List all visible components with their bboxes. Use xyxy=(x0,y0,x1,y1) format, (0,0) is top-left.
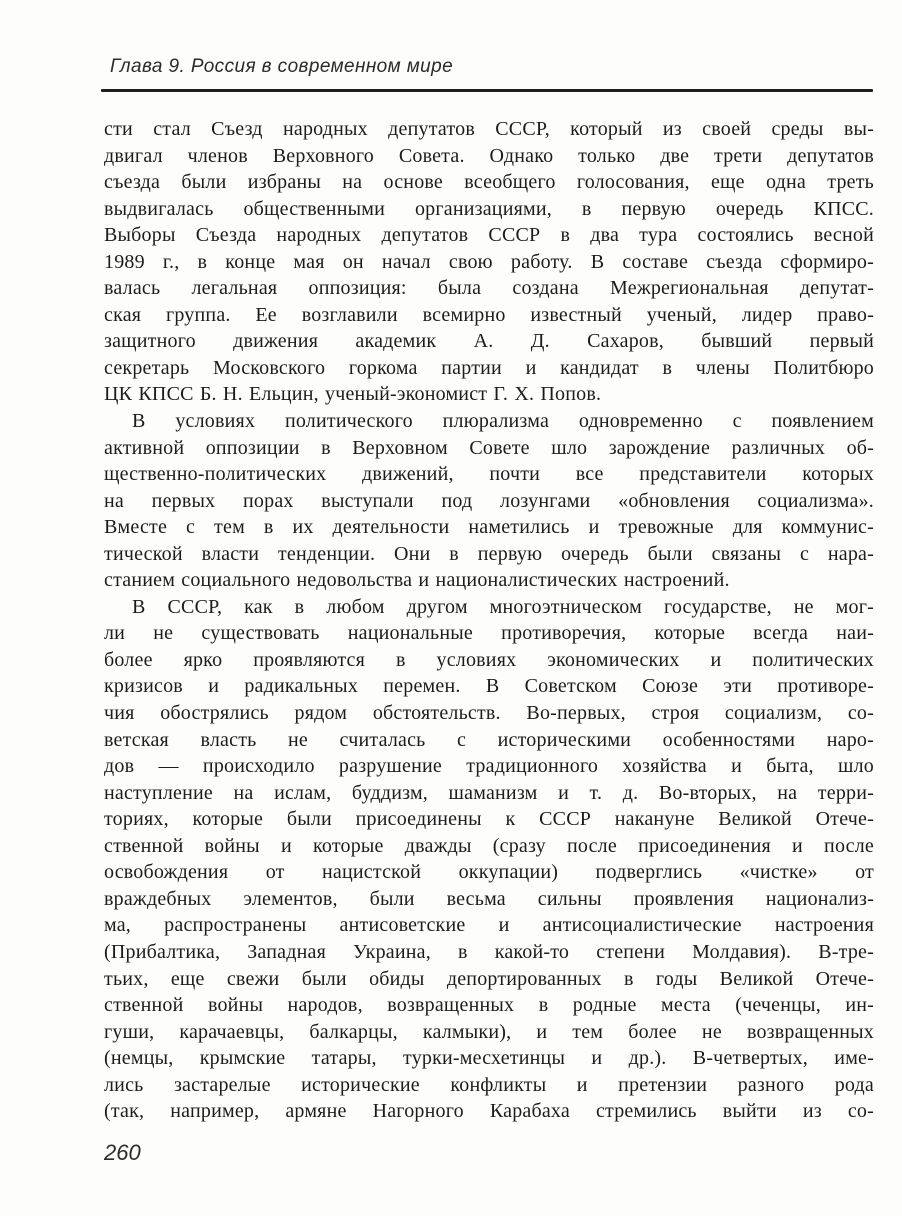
text-line: освобождения от нацистской оккупации) подверглись «чистке» от xyxy=(104,861,874,884)
text-line: секретарь Московского горкома партии и кандидат в члены Политбюро xyxy=(104,356,874,379)
page-number: 260 xyxy=(104,1140,141,1165)
text-line: сти стал Съезд народных депутатов СССР, который из своей среды вы- xyxy=(104,118,874,140)
text-line: (немцы, крымские татары, турки-месхетинцы и др.). В-четвертых, име- xyxy=(104,1047,874,1070)
text-line: ственной войны народов, возвращенных в родные места (чеченцы, ин- xyxy=(104,994,874,1017)
text-line: ЦК КПСС Б. Н. Ельцин, ученый-экономист Г. Х. Попов. xyxy=(104,383,602,406)
text-line: гуши, карачаевцы, балкарцы, калмыки), и тем более не возвращенных xyxy=(104,1020,874,1043)
text-line: Вместе с тем в их деятельности наметились и тревожные для коммунис- xyxy=(104,516,874,539)
text-line: лись застарелые исторические конфликты и претензии разного рода xyxy=(104,1073,874,1096)
text-line: ториях, которые были присоединены к СССР накануне Великой Отече- xyxy=(104,808,874,831)
text-line: защитного движения академик А. Д. Сахаров, бывший первый xyxy=(104,330,874,353)
text-line: на первых порах выступали под лозунгами «обновления социализма». xyxy=(104,489,874,512)
text-line: ственной войны и которые дважды (сразу после присоединения и после xyxy=(104,834,874,857)
text-line: Выборы Съезда народных депутатов СССР в два тура состоялись весной xyxy=(104,224,874,247)
text-line: более ярко проявляются в условиях экономических и политических xyxy=(104,648,874,671)
text-line: активной оппозиции в Верховном Совете шло зарождение различных об- xyxy=(104,436,874,459)
text-line: В СССР, как в любом другом многоэтническом государстве, не мог- xyxy=(132,595,874,618)
text-line: кризисов и радикальных перемен. В Советском Союзе эти противоре- xyxy=(104,675,874,698)
text-line: тической власти тенденции. Они в первую очередь были связаны с нара- xyxy=(104,542,874,565)
text-line: дов — происходило разрушение традиционного хозяйства и быта, шло xyxy=(104,755,874,778)
text-line: ская группа. Ее возглавили всемирно известный ученый, лидер право- xyxy=(104,303,874,326)
text-line: ветская власть не считалась с историческими особенностями наро- xyxy=(104,728,874,751)
body-text xyxy=(104,116,874,1125)
text-line: тьих, еще свежи были обиды депортированных в годы Великой Отече- xyxy=(104,967,874,990)
running-header: Глава 9. Россия в современном мире xyxy=(110,56,454,77)
text-line: щественно-политических движений, почти все представители которых xyxy=(104,463,874,486)
text-line: (так, например, армяне Нагорного Карабаха стремились выйти из со- xyxy=(104,1100,874,1123)
text-line: чия обострялись рядом обстоятельств. Во-первых, строя социализм, со- xyxy=(104,702,874,725)
text-line: съезда были избраны на основе всеобщего голосования, еще одна треть xyxy=(104,171,874,194)
text-line: (Прибалтика, Западная Украина, в какой-то степени Молдавия). В-тре- xyxy=(104,940,874,963)
header-rule xyxy=(101,89,873,92)
text-line: двигал членов Верховного Совета. Однако только две трети депутатов xyxy=(104,144,874,167)
text-line: враждебных элементов, были весьма сильны проявления национализ- xyxy=(104,887,874,910)
text-line: В условиях политического плюрализма одновременно с появлением xyxy=(132,410,874,433)
text-line: ли не существовать национальные противоречия, которые всегда наи- xyxy=(104,622,874,645)
text-line: наступление на ислам, буддизм, шаманизм и т. д. Во-вторых, на терри- xyxy=(104,781,874,804)
text-line: валась легальная оппозиция: была создана Межрегиональная депутат- xyxy=(104,277,874,300)
text-line: выдвигалась общественными организациями, в первую очередь КПСС. xyxy=(104,197,874,220)
text-line: станием социального недовольства и националистических настроений. xyxy=(104,569,730,592)
text-line: ма, распространены антисоветские и антисоциалистические настроения xyxy=(104,914,874,937)
text-line: 1989 г., в конце мая он начал свою работу. В составе съезда сформиро- xyxy=(104,250,874,273)
